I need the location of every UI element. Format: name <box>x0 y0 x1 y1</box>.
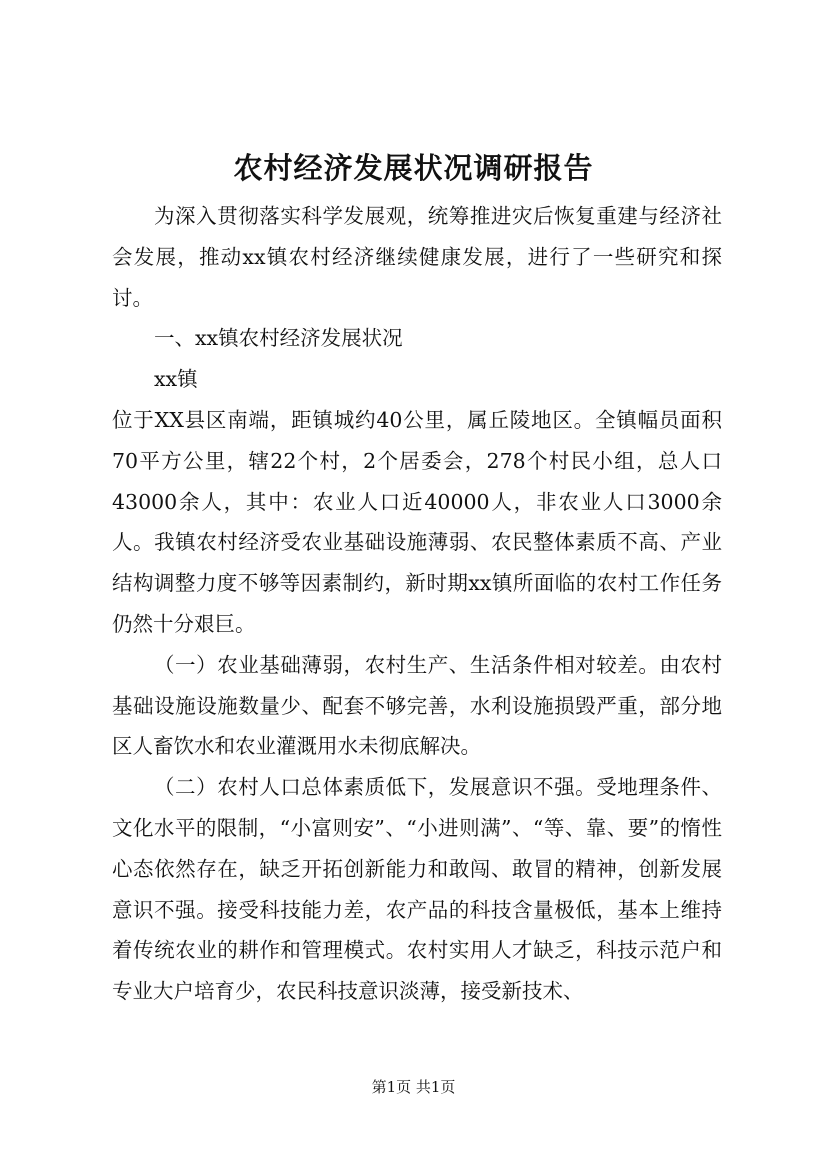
paragraph-town: xx镇 <box>154 367 198 392</box>
paragraph-location: 位于XX县区南端，距镇城约40公里，属丘陵地区。全镇幅员面积70平方公里，辖22个村，2个居委会，278个村民小组，总人口43000余人，其中：农业人口近40000人，非农业人口3000余人。我镇农村经济受农业基础设施薄弱、农民整体素质不高、产业结构调整力度不够等因素制约，新时期xx镇所面临的农村工作任务仍然十分艰巨。 <box>112 407 722 636</box>
paragraph-intro: 为深入贯彻落实科学发展观，统筹推进灾后恢复重建与经济社会发展，推动xx镇农村经济继续健康发展，进行了一些研究和探讨。 <box>112 204 722 310</box>
page-footer: 第1页 共1页 <box>371 1078 456 1096</box>
paragraph-point-2: （二）农村人口总体素质低下，发展意识不强。受地理条件、文化水平的限制，“小富则安”、“小进则满”、“等、靠、要”的惰性心态依然存在，缺乏开拓创新能力和敢闯、敢冒的精神，创新发展意识不强。接受科技能力差，农产品的科技含量极低，基本上维持着传统农业的耕作和管理模式。农村实用人才缺乏，科技示范户和专业大户培育少，农民科技意识淡薄，接受新技术、 <box>112 775 722 1004</box>
section-heading: 一、xx镇农村经济发展状况 <box>154 326 403 351</box>
paragraph-point-1: （一）农业基础薄弱，农村生产、生活条件相对较差。由农村基础设施设施数量少、配套不够完善，水利设施损毁严重，部分地区人畜饮水和农业灌溉用水未彻底解决。 <box>112 652 722 759</box>
document-body <box>112 196 722 1012</box>
document-title: 农村经济发展状况调研报告 <box>233 151 594 185</box>
